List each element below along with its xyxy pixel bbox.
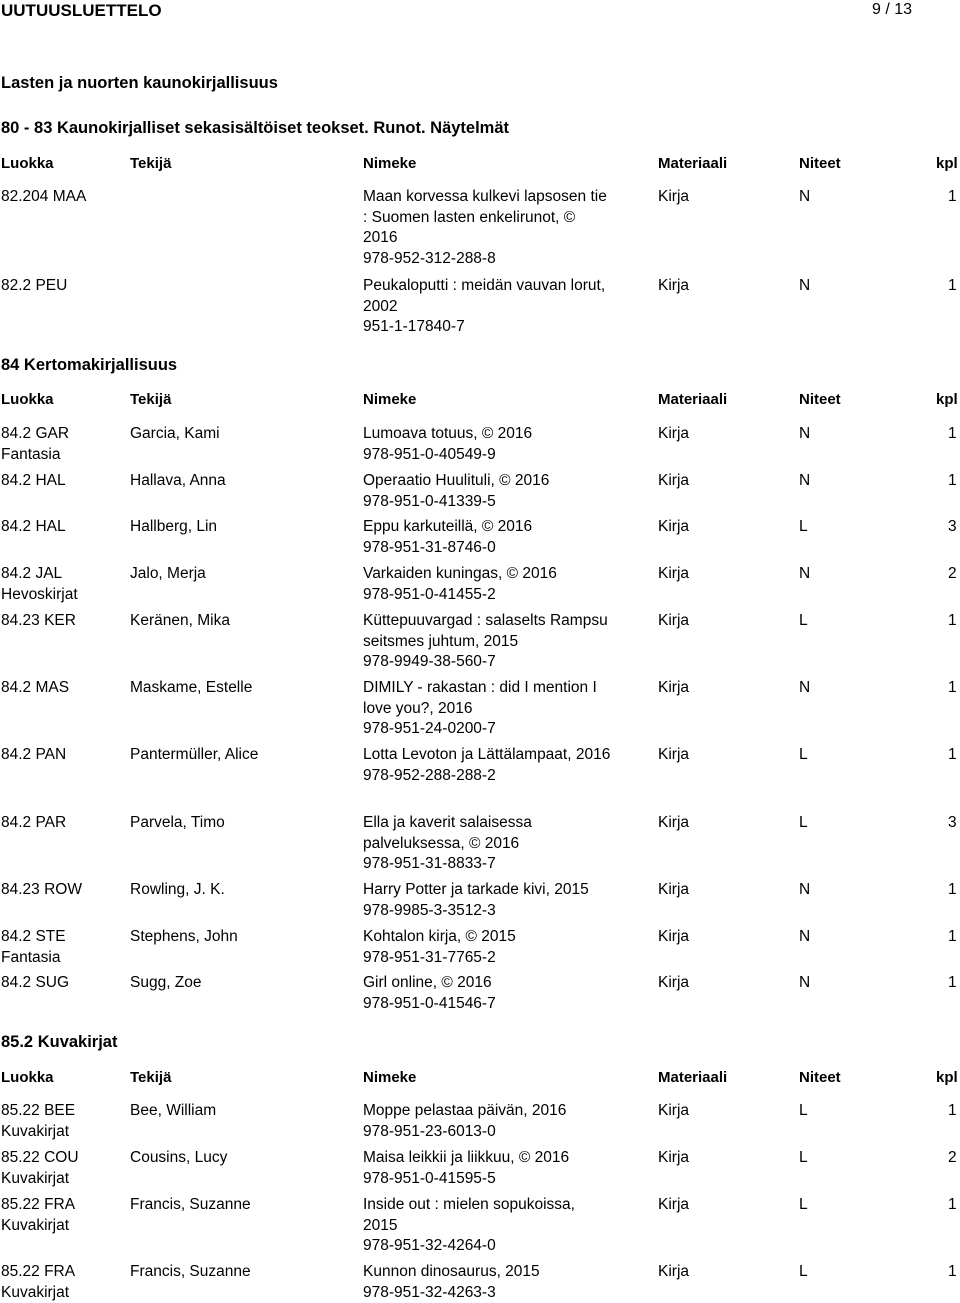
nimeke-title: Girl online, © 2016 [363, 973, 613, 994]
luokka-code: 84.2 HAL [1, 517, 66, 538]
luokka-genre: Fantasia [1, 948, 66, 969]
nimeke-cell [363, 1148, 613, 1189]
col-niteet: Niteet [799, 1069, 841, 1086]
section-title: 80 - 83 Kaunokirjalliset sekasisältöiset teokset. Runot. Näytelmät [1, 119, 509, 138]
col-luokka: Luokka [1, 155, 54, 172]
col-tekija: Tekijä [130, 155, 171, 172]
luokka-cell [1, 1101, 75, 1142]
materiaali-cell: Kirja [658, 1101, 689, 1122]
tekija-cell: Cousins, Lucy [130, 1148, 227, 1169]
luokka-genre: Kuvakirjat [1, 1122, 75, 1143]
nimeke-title: Kohtalon kirja, © 2015 [363, 927, 613, 948]
tekija-cell: Francis, Suzanne [130, 1195, 251, 1216]
luokka-code: 85.22 FRA [1, 1195, 75, 1216]
kpl-cell: 1 [948, 745, 957, 766]
luokka-genre: Kuvakirjat [1, 1216, 75, 1237]
column-header-row [0, 391, 960, 411]
nimeke-cell [363, 1101, 613, 1142]
tekija-cell: Hallberg, Lin [130, 517, 217, 538]
nimeke-cell [363, 564, 613, 605]
col-materiaali: Materiaali [658, 391, 727, 408]
luokka-cell [1, 517, 66, 538]
materiaali-cell: Kirja [658, 611, 689, 632]
kpl-cell: 3 [948, 813, 957, 834]
nimeke-cell [363, 973, 613, 1014]
niteet-cell: L [799, 1148, 808, 1169]
luokka-code: 84.2 MAS [1, 678, 69, 699]
niteet-cell: N [799, 424, 810, 445]
kpl-cell: 1 [948, 471, 957, 492]
nimeke-title: DIMILY - rakastan : did I mention I love you?, 2016 [363, 678, 613, 719]
kpl-cell: 1 [948, 276, 957, 297]
tekija-cell: Maskame, Estelle [130, 678, 252, 699]
kpl-cell: 1 [948, 1101, 957, 1122]
col-niteet: Niteet [799, 155, 841, 172]
materiaali-cell: Kirja [658, 517, 689, 538]
column-header-row [0, 1069, 960, 1089]
col-kpl: kpl [936, 1069, 958, 1086]
luokka-cell [1, 424, 69, 465]
materiaali-cell: Kirja [658, 973, 689, 994]
materiaali-cell: Kirja [658, 564, 689, 585]
col-nimeke: Nimeke [363, 391, 416, 408]
niteet-cell: N [799, 564, 810, 585]
kpl-cell: 2 [948, 1148, 957, 1169]
luokka-cell [1, 564, 78, 605]
col-kpl: kpl [936, 391, 958, 408]
luokka-code: 84.2 JAL [1, 564, 78, 585]
niteet-cell: N [799, 678, 810, 699]
isbn: 978-951-31-8746-0 [363, 538, 613, 559]
nimeke-cell [363, 517, 613, 558]
nimeke-cell [363, 471, 613, 512]
luokka-code: 85.22 FRA [1, 1262, 75, 1283]
section-title: 85.2 Kuvakirjat [1, 1033, 117, 1052]
niteet-cell: L [799, 611, 808, 632]
col-nimeke: Nimeke [363, 1069, 416, 1086]
col-luokka: Luokka [1, 391, 54, 408]
materiaali-cell: Kirja [658, 880, 689, 901]
isbn: 978-952-288-288-2 [363, 766, 613, 787]
materiaali-cell: Kirja [658, 678, 689, 699]
kpl-cell: 2 [948, 564, 957, 585]
materiaali-cell: Kirja [658, 1262, 689, 1283]
tekija-cell: Francis, Suzanne [130, 1262, 251, 1283]
col-niteet: Niteet [799, 391, 841, 408]
kpl-cell: 1 [948, 880, 957, 901]
nimeke-cell [363, 745, 613, 786]
luokka-code: 85.22 BEE [1, 1101, 75, 1122]
luokka-code: 84.23 ROW [1, 880, 82, 901]
isbn: 978-951-0-41339-5 [363, 492, 613, 513]
nimeke-title: Lumoava totuus, © 2016 [363, 424, 613, 445]
col-tekija: Tekijä [130, 1069, 171, 1086]
nimeke-title: Operaatio Huulituli, © 2016 [363, 471, 613, 492]
nimeke-title: Maisa leikkii ja liikkuu, © 2016 [363, 1148, 613, 1169]
materiaali-cell: Kirja [658, 424, 689, 445]
main-heading: Lasten ja nuorten kaunokirjallisuus [1, 74, 278, 93]
col-nimeke: Nimeke [363, 155, 416, 172]
kpl-cell: 1 [948, 187, 957, 208]
luokka-cell [1, 927, 66, 968]
isbn: 978-951-32-4263-3 [363, 1283, 613, 1303]
materiaali-cell: Kirja [658, 745, 689, 766]
isbn: 978-951-0-41455-2 [363, 585, 613, 606]
nimeke-title: Kunnon dinosaurus, 2015 [363, 1262, 613, 1283]
kpl-cell: 1 [948, 973, 957, 994]
nimeke-cell [363, 813, 613, 875]
materiaali-cell: Kirja [658, 813, 689, 834]
tekija-cell: Hallava, Anna [130, 471, 226, 492]
materiaali-cell: Kirja [658, 1195, 689, 1216]
col-materiaali: Materiaali [658, 155, 727, 172]
nimeke-title: Harry Potter ja tarkade kivi, 2015 [363, 880, 613, 901]
nimeke-title: Varkaiden kuningas, © 2016 [363, 564, 613, 585]
isbn: 978-951-31-7765-2 [363, 948, 613, 969]
section-title: 84 Kertomakirjallisuus [1, 356, 177, 375]
page-title: UUTUUSLUETTELO [1, 1, 162, 21]
nimeke-cell [363, 1262, 613, 1303]
niteet-cell: N [799, 973, 810, 994]
luokka-code: 84.23 KER [1, 611, 76, 632]
isbn: 978-951-23-6013-0 [363, 1122, 613, 1143]
nimeke-title: Inside out : mielen sopukoissa, 2015 [363, 1195, 613, 1236]
nimeke-cell [363, 424, 613, 465]
luokka-genre: Kuvakirjat [1, 1169, 79, 1190]
materiaali-cell: Kirja [658, 471, 689, 492]
materiaali-cell: Kirja [658, 276, 689, 297]
niteet-cell: N [799, 880, 810, 901]
luokka-code: 82.204 MAA [1, 187, 86, 208]
col-luokka: Luokka [1, 1069, 54, 1086]
nimeke-title: Küttepuuvargad : salaselts Rampsu seitsmes juhtum, 2015 [363, 611, 613, 652]
nimeke-cell [363, 611, 613, 673]
tekija-cell: Pantermüller, Alice [130, 745, 258, 766]
luokka-cell [1, 745, 66, 766]
luokka-cell [1, 678, 69, 699]
nimeke-title: Lotta Levoton ja Lättälampaat, 2016 [363, 745, 613, 766]
isbn: 978-952-312-288-8 [363, 249, 613, 270]
nimeke-cell [363, 880, 613, 921]
column-header-row [0, 155, 960, 175]
materiaali-cell: Kirja [658, 1148, 689, 1169]
niteet-cell: N [799, 471, 810, 492]
isbn: 978-951-31-8833-7 [363, 854, 613, 875]
luokka-cell [1, 471, 66, 492]
isbn: 978-951-24-0200-7 [363, 719, 613, 740]
luokka-code: 85.22 COU [1, 1148, 79, 1169]
kpl-cell: 1 [948, 678, 957, 699]
luokka-code: 84.2 PAR [1, 813, 66, 834]
nimeke-cell [363, 1195, 613, 1257]
kpl-cell: 1 [948, 1262, 957, 1283]
luokka-genre: Hevoskirjat [1, 585, 78, 606]
tekija-cell: Stephens, John [130, 927, 238, 948]
niteet-cell: L [799, 813, 808, 834]
niteet-cell: L [799, 517, 808, 538]
luokka-code: 84.2 STE [1, 927, 66, 948]
nimeke-title: Moppe pelastaa päivän, 2016 [363, 1101, 613, 1122]
luokka-code: 84.2 PAN [1, 745, 66, 766]
luokka-cell [1, 1262, 75, 1303]
nimeke-title: Eppu karkuteillä, © 2016 [363, 517, 613, 538]
col-materiaali: Materiaali [658, 1069, 727, 1086]
nimeke-cell [363, 678, 613, 740]
niteet-cell: L [799, 1262, 808, 1283]
kpl-cell: 1 [948, 927, 957, 948]
nimeke-title: Ella ja kaverit salaisessa palveluksessa, © 2016 [363, 813, 613, 854]
isbn: 978-9949-38-560-7 [363, 652, 613, 673]
materiaali-cell: Kirja [658, 187, 689, 208]
luokka-code: 84.2 HAL [1, 471, 66, 492]
nimeke-cell [363, 187, 613, 269]
page-number: 9 / 13 [872, 1, 912, 19]
tekija-cell: Keränen, Mika [130, 611, 230, 632]
niteet-cell: N [799, 187, 810, 208]
kpl-cell: 1 [948, 1195, 957, 1216]
materiaali-cell: Kirja [658, 927, 689, 948]
niteet-cell: N [799, 276, 810, 297]
kpl-cell: 3 [948, 517, 957, 538]
luokka-cell [1, 813, 66, 834]
nimeke-cell [363, 927, 613, 968]
tekija-cell: Sugg, Zoe [130, 973, 202, 994]
luokka-cell [1, 973, 69, 994]
luokka-code: 84.2 GAR [1, 424, 69, 445]
luokka-genre: Fantasia [1, 445, 69, 466]
niteet-cell: L [799, 1195, 808, 1216]
luokka-cell [1, 611, 76, 632]
nimeke-title: Peukaloputti : meidän vauvan lorut, 2002 [363, 276, 613, 317]
kpl-cell: 1 [948, 611, 957, 632]
tekija-cell: Rowling, J. K. [130, 880, 225, 901]
luokka-cell [1, 1148, 79, 1189]
col-tekija: Tekijä [130, 391, 171, 408]
isbn: 978-951-32-4264-0 [363, 1236, 613, 1257]
niteet-cell: L [799, 745, 808, 766]
luokka-cell [1, 276, 67, 297]
luokka-code: 84.2 SUG [1, 973, 69, 994]
luokka-genre: Kuvakirjat [1, 1283, 75, 1303]
isbn: 978-951-0-41546-7 [363, 994, 613, 1015]
luokka-cell [1, 880, 82, 901]
isbn: 978-951-0-40549-9 [363, 445, 613, 466]
luokka-code: 82.2 PEU [1, 276, 67, 297]
nimeke-title: Maan korvessa kulkevi lapsosen tie : Suomen lasten enkelirunot, © 2016 [363, 187, 613, 249]
nimeke-cell [363, 276, 613, 338]
niteet-cell: N [799, 927, 810, 948]
tekija-cell: Bee, William [130, 1101, 216, 1122]
luokka-cell [1, 1195, 75, 1236]
tekija-cell: Jalo, Merja [130, 564, 206, 585]
isbn: 978-9985-3-3512-3 [363, 901, 613, 922]
kpl-cell: 1 [948, 424, 957, 445]
isbn: 978-951-0-41595-5 [363, 1169, 613, 1190]
luokka-cell [1, 187, 86, 208]
tekija-cell: Garcia, Kami [130, 424, 220, 445]
col-kpl: kpl [936, 155, 958, 172]
tekija-cell: Parvela, Timo [130, 813, 225, 834]
niteet-cell: L [799, 1101, 808, 1122]
isbn: 951-1-17840-7 [363, 317, 613, 338]
